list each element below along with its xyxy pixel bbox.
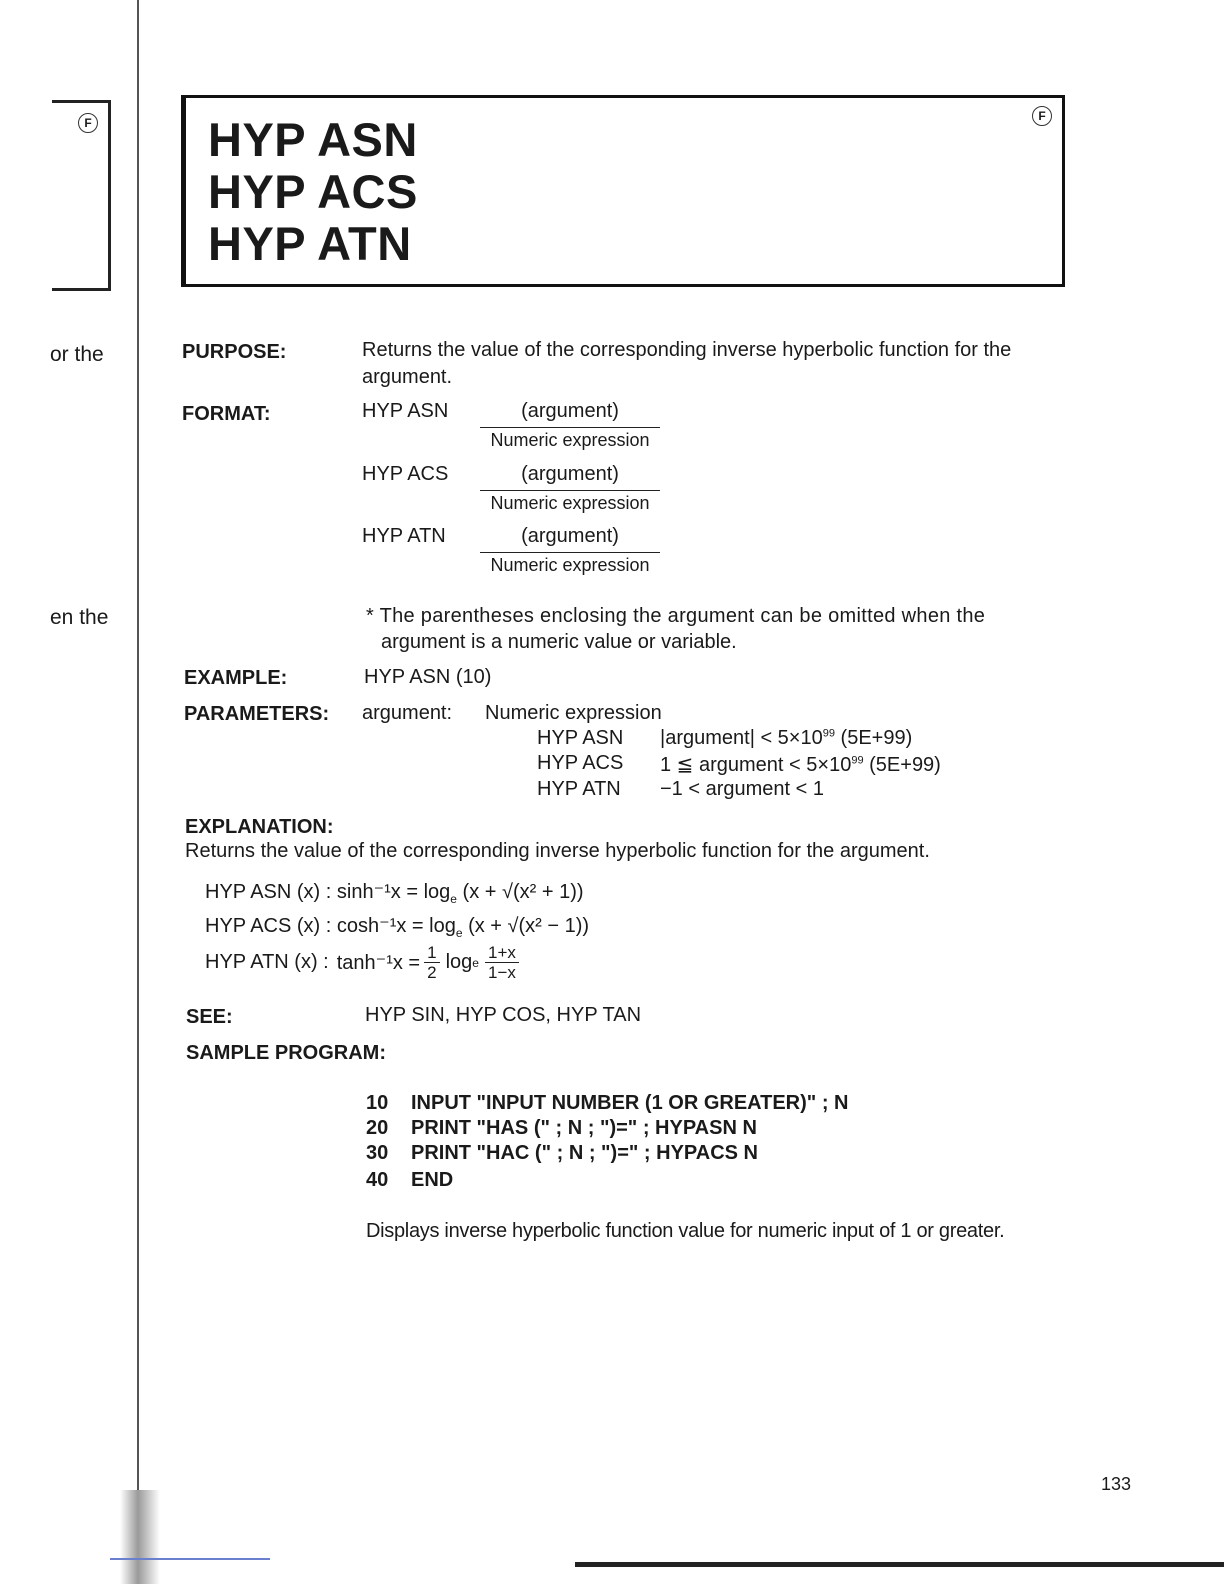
previous-page-fragment: en the xyxy=(50,606,109,629)
binding-shadow xyxy=(120,1490,160,1584)
purpose-label: PURPOSE: xyxy=(182,341,287,363)
code-line-number: 30 xyxy=(366,1142,389,1164)
parameters-label: PARAMETERS: xyxy=(184,703,330,725)
title-box xyxy=(181,95,1065,287)
code-line: PRINT "HAC (" ; N ; ")=" ; HYPACS N xyxy=(411,1142,759,1164)
format-argument: (argument) xyxy=(521,525,619,547)
example-value: HYP ASN (10) xyxy=(364,666,492,688)
range-command: HYP ATN xyxy=(537,778,621,800)
see-also-links: HYP SIN, HYP COS, HYP TAN xyxy=(365,1004,642,1026)
formula-acs: HYP ACS (x) : $\cosh^{-1}x = \log_e (x + √(x^2 - 1))$ xyxy=(205,915,590,940)
f-badge-icon: F xyxy=(1032,106,1052,126)
format-command: HYP ASN xyxy=(362,400,449,422)
format-argument: (argument) xyxy=(521,463,619,485)
see-label: SEE: xyxy=(186,1006,233,1028)
code-line-number: 10 xyxy=(366,1092,389,1114)
code-line-number: 40 xyxy=(366,1169,389,1191)
explanation-text: Returns the value of the corresponding inverse hyperbolic function for the argument. xyxy=(185,840,930,862)
range-condition: −1 < argument < 1 xyxy=(660,778,825,800)
page-number: 133 xyxy=(1101,1474,1132,1494)
code-line-number: 20 xyxy=(366,1117,389,1139)
format-argument-type: Numeric expression xyxy=(480,490,660,514)
sample-program-label: SAMPLE PROGRAM: xyxy=(186,1042,386,1064)
code-line: INPUT "INPUT NUMBER (1 OR GREATER)" ; N xyxy=(411,1092,849,1114)
purpose-text: Returns the value of the corresponding inverse hyperbolic function for the xyxy=(362,339,1012,361)
format-label: FORMAT: xyxy=(182,403,271,425)
code-line: END xyxy=(411,1169,454,1191)
parameter-name: argument: xyxy=(362,702,453,724)
format-note: * The parentheses enclosing the argument can be omitted when the xyxy=(366,605,986,627)
fraction-ratio: 1+x 1−x xyxy=(485,943,519,982)
format-note: argument is a numeric value or variable. xyxy=(381,631,737,653)
parameter-type: Numeric expression xyxy=(485,702,662,724)
format-argument-type: Numeric expression xyxy=(480,552,660,576)
bottom-rule xyxy=(575,1562,1224,1567)
example-label: EXAMPLE: xyxy=(184,667,288,689)
format-argument: (argument) xyxy=(521,400,619,422)
range-condition: |argument| < $5\times 10^{99}$ (5E+99) xyxy=(660,727,913,749)
range-command: HYP ASN xyxy=(537,727,624,749)
f-badge-icon: F xyxy=(78,113,98,133)
binding-edge xyxy=(137,0,139,1584)
format-command: HYP ACS xyxy=(362,463,449,485)
range-command: HYP ACS xyxy=(537,752,624,774)
code-line: PRINT "HAS (" ; N ; ")=" ; HYPASN N xyxy=(411,1117,757,1139)
fraction-half: $\frac{1}{2}$ xyxy=(424,943,439,982)
bottom-rule-blue xyxy=(110,1558,270,1560)
formula-asn: HYP ASN (x) : $\sinh^{-1}x = \log_e (x + √(x^2 + 1))$ xyxy=(205,881,584,906)
sample-description: Displays inverse hyperbolic function value for numeric input of 1 or greater. xyxy=(366,1220,1005,1242)
page-title: HYP ASN xyxy=(208,113,418,166)
format-argument-type: Numeric expression xyxy=(480,427,660,451)
explanation-label: EXPLANATION: xyxy=(185,816,334,838)
page-title: HYP ATN xyxy=(208,217,412,270)
format-command: HYP ATN xyxy=(362,525,446,547)
purpose-text: argument. xyxy=(362,366,453,388)
previous-page-fragment: or the xyxy=(50,343,104,366)
formula-atn: HYP ATN (x) : tanh⁻¹x = $\frac{1}{2}$ log e 1+x 1−x xyxy=(205,943,519,982)
previous-page-title-box xyxy=(52,100,111,291)
page-title: HYP ACS xyxy=(208,165,418,218)
range-condition: 1 ≦ argument < $5\times 10^{99}$ (5E+99) xyxy=(660,754,941,776)
